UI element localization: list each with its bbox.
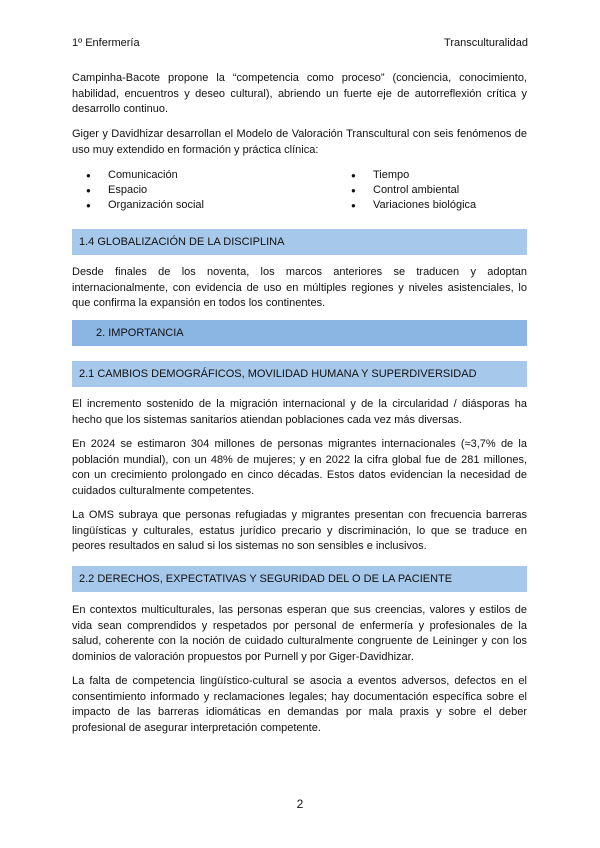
paragraph-cifras-2024: En 2024 se estimaron 304 millones de personas migrantes internacionales (≈3,7% de la población mundial), con un 48% de mujeres; y en 2022 la cifra global fue de 281 millones, con un crecimiento prolongado en cinco décadas. Estos datos evidencian la necesidad de cuidados culturalmente competentes. (72, 438, 527, 497)
list-item: ● Control ambiental (337, 183, 476, 198)
paragraph-competencia-linguistica: La falta de competencia lingüístico-cultural se asocia a eventos adversos, defectos en el consentimiento informado y reclamaciones legales; hay documentación específica sobre el impacto de las barreras idiomáticas en demandas por mala praxis y sobre el deber profesional de asegurar interpretación competente. (72, 675, 527, 734)
list-item: ● Organización social (72, 198, 204, 213)
section-heading-2-2: 2.2 DERECHOS, EXPECTATIVAS Y SEGURIDAD DEL O DE LA PACIENTE (72, 566, 527, 592)
paragraph-giger-davidhizar: Giger y Davidhizar desarrollan el Modelo de Valoración Transcultural con seis fenómenos de uso muy extendido en formación y práctica clínica: (72, 128, 527, 156)
phenomena-list-right (337, 168, 476, 213)
paragraph-oms: La OMS subraya que personas refugiadas y migrantes presentan con frecuencia barreras lingüísticas y culturales, estatus jurídico precario y discriminación, lo que se traduce en peores resultados en salud si los sistemas no son sensibles e inclusivos. (72, 509, 527, 552)
section-heading-2: 2. IMPORTANCIA (72, 320, 527, 346)
header-left-course: 1º Enfermería (72, 37, 140, 49)
list-item: ● Variaciones biológica (337, 198, 476, 213)
paragraph-contextos-multiculturales: En contextos multiculturales, las personas esperan que sus creencias, valores y estilos de vida sean comprendidos y respetados por personal de enfermería y profesionales de la salud, coherente con la noción de cuidado culturalmente congruente de Leininger y con los dominios de valoración propuestos por Purnell y por Giger-Davidhizar. (72, 604, 527, 663)
paragraph-campinha-bacote: Campinha-Bacote propone la “competencia como proceso” (conciencia, conocimiento, habilidad, encuentros y deseo cultural), abriendo un fuerte eje de autorreflexión crítica y desarrollo continuo. (72, 72, 527, 115)
section-heading-1-4: 1.4 GLOBALIZACIÓN DE LA DISCIPLINA (72, 229, 527, 255)
list-item: ● Espacio (72, 183, 204, 198)
phenomena-list-left (72, 168, 204, 213)
paragraph-globalizacion: Desde finales de los noventa, los marcos anteriores se traducen y adoptan internacionalmente, con evidencia de uso en múltiples regiones y niveles asistenciales, lo que confirma la expansión en todos los continentes. (72, 266, 527, 309)
section-heading-2-1: 2.1 CAMBIOS DEMOGRÁFICOS, MOVILIDAD HUMANA Y SUPERDIVERSIDAD (72, 361, 527, 387)
page-number: 2 (296, 797, 304, 811)
paragraph-migracion: El incremento sostenido de la migración internacional y de la circularidad / diásporas ha hecho que los sistemas sanitarios atiendan poblaciones cada vez más diversas. (72, 398, 527, 426)
header-right-title: Transculturalidad (444, 37, 528, 49)
list-item: ● Tiempo (337, 168, 476, 183)
list-item: ● Comunicación (72, 168, 204, 183)
